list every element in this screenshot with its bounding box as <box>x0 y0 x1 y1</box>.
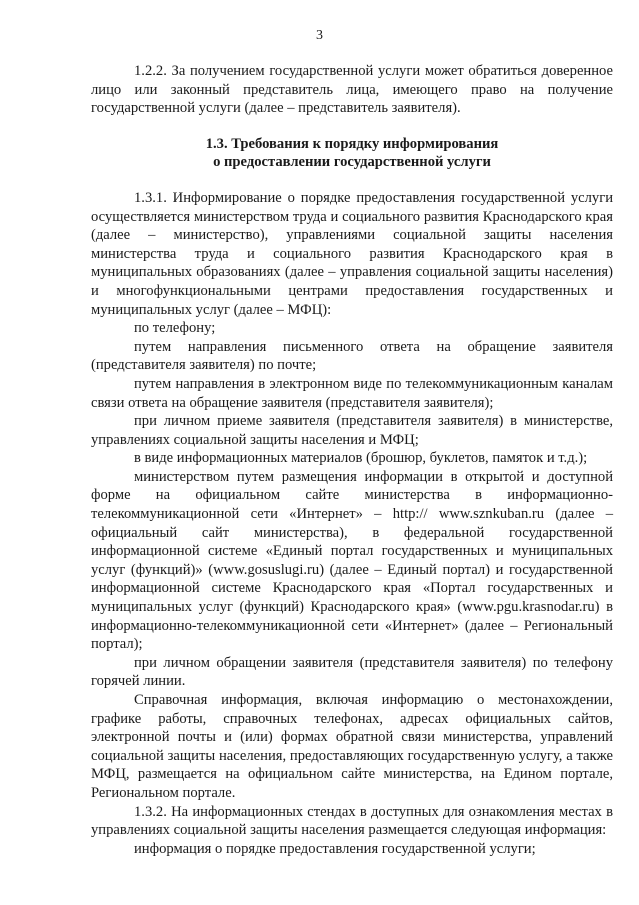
section-title-line-1: 1.3. Требования к порядку информирования <box>205 135 499 152</box>
list-item-electronic-reply: путем направления в электронном виде по телекоммуникационным каналам связи ответа на обращение заявителя (представителя заявителя); <box>91 375 613 411</box>
list-item-service-procedure: информация о порядке предоставления государственной услуги; <box>134 840 536 857</box>
list-item-internet-portals: министерством путем размещения информации в открытой и доступной форме на официальном сайте министерства в информационно-телекоммуникационной сети «Интернет» – http:// www.sznkuban.ru (далее – официальный сайт министерства), в федеральной государственной информационной системе «Единый портал государственных и муниципальных услуг (функций)» (www.gosuslugi.ru) (далее – Единый портал) и государственной информационной системе Краснодарского края «Портал государственных и муниципальных услуг (функций) Краснодарского края» (www.pgu.krasnodar.ru) в информационно-телекоммуникационной сети «Интернет» (далее – Региональный портал); <box>91 468 613 653</box>
list-item-phone: по телефону; <box>134 320 216 337</box>
intro-paragraph: 1.2.2. За получением государственной услуги может обратиться доверенное лицо или законный представитель лица, имеющего право на получение государственной услуги (далее – представитель заявителя). <box>91 63 613 117</box>
section-title-line-2: о предоставлении государственной услуги <box>213 154 491 171</box>
list-item-personal-visit: при личном приеме заявителя (представителя заявителя) в министерстве, управлениях социальной защиты населения и МФЦ; <box>91 413 613 448</box>
list-item-info-materials: в виде информационных материалов (брошюр, буклетов, памяток и т.д.); <box>134 450 588 467</box>
paragraph-reference-info: Справочная информация, включая информацию о местонахождении, графике работы, справочных телефонах, адресах официальных сайтов, электронной почты и (или) формах обратной связи министерства, управлений социальной защиты населения, предоставляющих государственную услугу, а также МФЦ, размещается на официальном сайте министерства, на Едином портале, Региональном портале. <box>91 692 613 801</box>
document-body <box>91 62 613 858</box>
list-item-written-reply: путем направления письменного ответа на обращение заявителя (представителя заявителя) по почте; <box>91 338 613 374</box>
section-title <box>91 135 613 172</box>
paragraph-1-3-1: 1.3.1. Информирование о порядке предоставления государственной услуги осуществляется министерством труда и социального развития Краснодарского края (далее – министерство), управлениями социальной защиты населения министерства труда и социального развития Краснодарского края в муниципальных образованиях (далее – управления социальной защиты населения) и многофункциональными центрами предоставления государственных и муниципальных услуг (далее – МФЦ): <box>91 189 613 318</box>
paragraph-1-3-2: 1.3.2. На информационных стендах в доступных для ознакомления местах в управлениях социальной защиты населения размещается следующая информация: <box>91 803 613 839</box>
page-number: 3 <box>316 28 323 43</box>
list-item-hotline: при личном обращении заявителя (представителя заявителя) по телефону горячей линии. <box>91 654 613 690</box>
